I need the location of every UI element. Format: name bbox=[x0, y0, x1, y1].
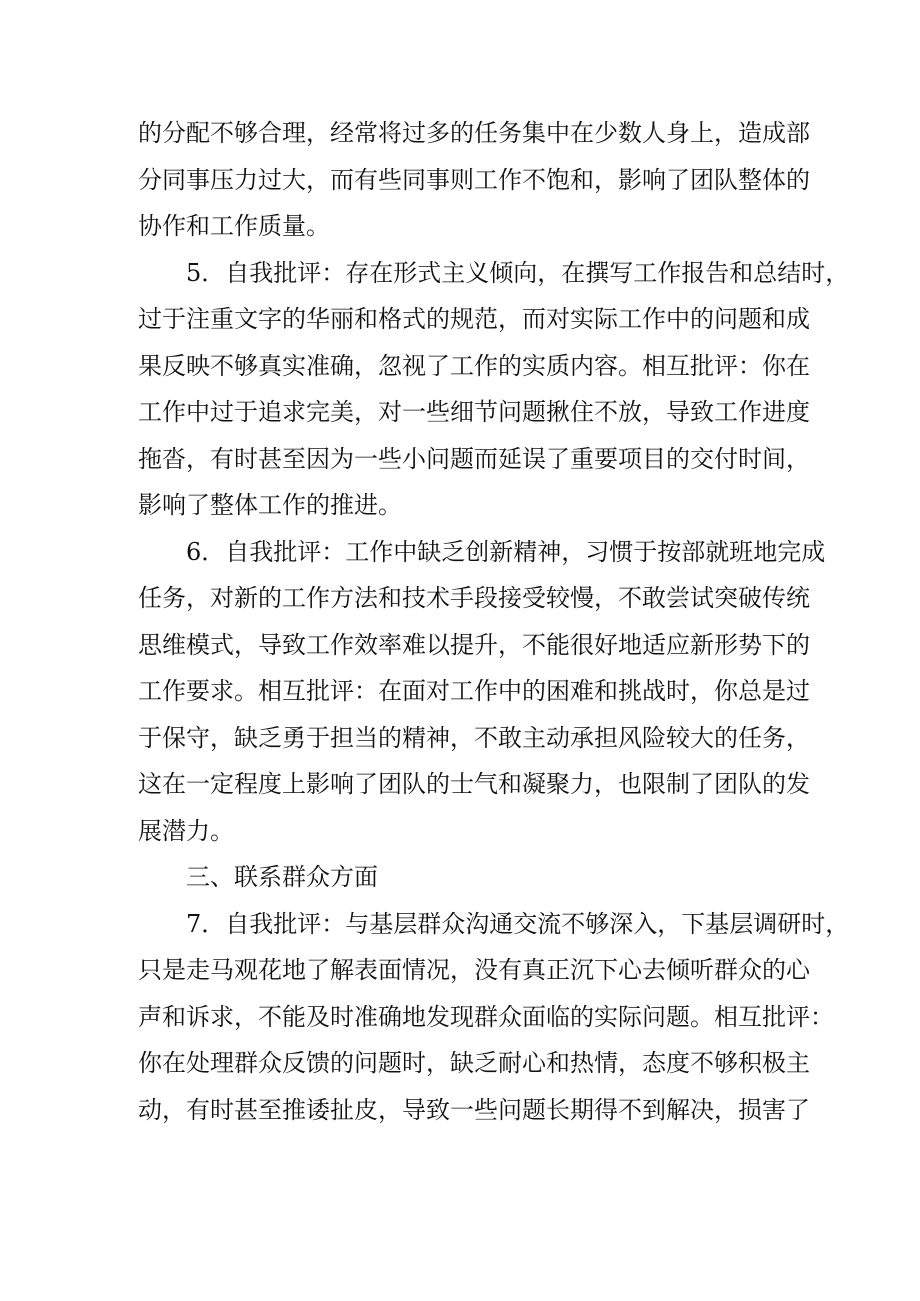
text-line: 动，有时甚至推诿扯皮，导致一些问题长期得不到解决，损害了 bbox=[138, 1095, 810, 1124]
text-line: 工作要求。相互批评：在面对工作中的困难和挑战时，你总是过 bbox=[138, 677, 810, 705]
text-line: 影响了整体工作的推进。 bbox=[138, 491, 402, 519]
text-line: 任务，对新的工作方法和技术手段接受较慢，不敢尝试突破传统 bbox=[138, 584, 810, 612]
text-line: 展潜力。 bbox=[138, 816, 234, 845]
text-line: 的分配不够合理，经常将过多的任务集中在少数人身上，造成部 bbox=[138, 119, 810, 147]
text-line: 拖沓，有时甚至因为一些小问题而延误了重要项目的交付时间， bbox=[138, 444, 810, 473]
text-line: 只是走马观花地了解表面情况，没有真正沉下心去倾听群众的心 bbox=[138, 956, 810, 984]
document-body bbox=[138, 110, 850, 1133]
text-line: 这在一定程度上影响了团队的士气和凝聚力，也限制了团队的发 bbox=[138, 770, 810, 798]
item-5-first-line: 5．自我批评：存在形式主义倾向，在撰写工作报告和总结时， bbox=[186, 258, 850, 287]
text-line: 分同事压力过大，而有些同事则工作不饱和，影响了团队整体的 bbox=[138, 165, 810, 194]
item-6-first-line: 6．自我批评：工作中缺乏创新精神，习惯于按部就班地完成 bbox=[186, 537, 826, 566]
section-heading: 三、联系群众方面 bbox=[186, 863, 378, 891]
text-line: 过于注重文字的华丽和格式的规范，而对实际工作中的问题和成 bbox=[138, 305, 810, 333]
text-line: 工作中过于追求完美，对一些细节问题揪住不放，导致工作进度 bbox=[138, 398, 810, 426]
text-line: 你在处理群众反馈的问题时，缺乏耐心和热情，态度不够积极主 bbox=[138, 1049, 810, 1077]
text-line: 果反映不够真实准确，忽视了工作的实质内容。相互批评：你在 bbox=[138, 351, 810, 380]
text-line: 声和诉求，不能及时准确地发现群众面临的实际问题。相互批评： bbox=[138, 1002, 834, 1031]
text-line: 协作和工作质量。 bbox=[138, 212, 330, 240]
text-line: 思维模式，导致工作效率难以提升，不能很好地适应新形势下的 bbox=[138, 630, 810, 659]
text-line: 于保守，缺乏勇于担当的精神，不敢主动承担风险较大的任务， bbox=[138, 723, 810, 752]
item-7-first-line: 7．自我批评：与基层群众沟通交流不够深入，下基层调研时， bbox=[186, 909, 850, 938]
